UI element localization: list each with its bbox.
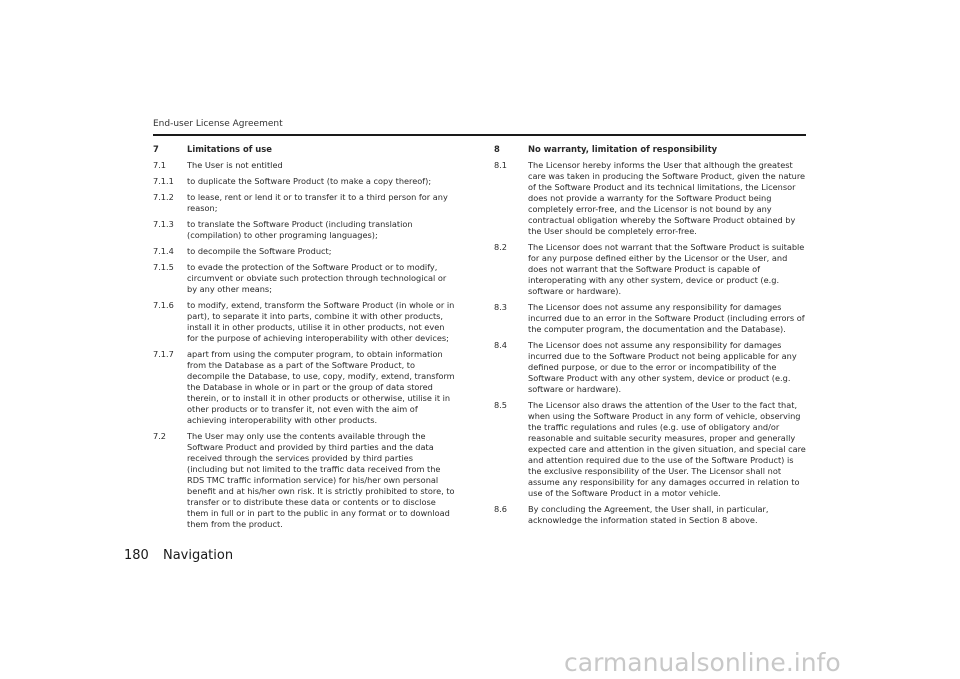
clause-number: 8.6 <box>494 504 508 514</box>
clause-text: By concluding the Agreement, the User shall, in particular, acknowledge the information stated in Section 8 above. <box>528 504 769 525</box>
clause-number: 7.2 <box>153 431 167 441</box>
clause-text: apart from using the computer program, to obtain information from the Database as a part of the Software Product, to decompile the Database, to use, copy, modify, extend, transform the Database in whole or in part or the group of data stored therein, or to install it in other products or otherwise, utilise it in other products or to transfer it, not even with the aim of achieving interoperability with other products. <box>187 349 455 425</box>
clause-7-1-5 <box>153 262 456 295</box>
clause-8-5 <box>494 400 807 499</box>
clause-number: 8.3 <box>494 302 508 312</box>
page-footer <box>124 548 233 563</box>
clause-7-1-7 <box>153 349 456 426</box>
clause-7-1-6 <box>153 300 456 344</box>
clause-number: 8.4 <box>494 340 508 350</box>
clause-text: The Licensor does not warrant that the Software Product is suitable for any purpose defined either by the Licensor or the User, and does not warrant that the Software Product is capable of interoperating with any other system, device or product (e.g. software or hardware). <box>528 242 805 296</box>
clause-text: The Licensor does not assume any responsibility for damages incurred due to an error in the Software Product (including errors of the computer program, the documentation and the Database). <box>528 302 805 334</box>
clause-text: The Licensor also draws the attention of the User to the fact that, when using the Software Product in any form of vehicle, observing the traffic regulations and rules (e.g. use of obligatory and/or reasonable and suitable security measures, proper and generally expected care and attention in the given situation, and special care and attention required due to the use of the Software Product) is the exclusive responsibility of the User. The Licensor shall not assume any responsibility for any damages occurred in relation to use of the Software Product in a motor vehicle. <box>528 400 806 498</box>
clause-8-2 <box>494 242 807 297</box>
clause-text: The User may only use the contents available through the Software Product and provided by third parties and the data received through the services provided by third parties (including but not limited to the traffic data received from the RDS TMC traffic information service) for his/her own personal benefit and at his/her own risk. It is strictly prohibited to store, to transfer or to distribute these data or contents or to disclose them in full or in part to the public in any format or to download them from the product. <box>187 431 455 529</box>
clause-7-1 <box>153 160 456 171</box>
clause-7-1-4 <box>153 246 456 257</box>
section-8-heading <box>494 144 807 155</box>
clause-8-6 <box>494 504 807 526</box>
section-number: 7 <box>153 144 159 154</box>
clause-7-2 <box>153 431 456 530</box>
page-number: 180 <box>124 548 149 563</box>
header-rule <box>153 134 806 136</box>
section-title: No warranty, limitation of responsibility <box>528 144 718 154</box>
section-7-heading <box>153 144 456 155</box>
clause-text: to lease, rent or lend it or to transfer it to a third person for any reason; <box>187 192 448 213</box>
clause-8-1 <box>494 160 807 237</box>
clause-text: to evade the protection of the Software Product or to modify, circumvent or obviate such protection through technological or by any other means; <box>187 262 447 294</box>
section-title: Limitations of use <box>187 144 272 154</box>
clause-text: The Licensor does not assume any responsibility for damages incurred due to the Software Product not being applicable for any defined purpose, or due to the error or incompatibility of the Software Product with any other system, device or product (e.g. software or hardware). <box>528 340 797 394</box>
clause-number: 8.1 <box>494 160 508 170</box>
watermark-text: carmanualsonline.info <box>564 648 841 677</box>
clause-text: to modify, extend, transform the Software Product (in whole or in part), to separate it into parts, combine it with other products, install it in other products, utilise it in other products, not even for the purpose of achieving interoperability with other devices; <box>187 300 455 343</box>
clause-text: to duplicate the Software Product (to make a copy thereof); <box>187 176 432 186</box>
clause-text: to decompile the Software Product; <box>187 246 332 256</box>
left-column <box>153 144 456 535</box>
clause-text: The Licensor hereby informs the User that although the greatest care was taken in producing the Software Product, given the nature of the Software Product and its technical limitations, the Licensor does not provide a warranty for the Software Product being completely error-free, and the Licensor is not bound by any contractual obligation whereby the Software Product obtained by the User should be completely error-free. <box>528 160 806 236</box>
clause-text: The User is not entitled <box>187 160 283 170</box>
clause-number: 7.1.7 <box>153 349 174 359</box>
section-name: Navigation <box>162 548 234 563</box>
section-number: 8 <box>494 144 500 154</box>
clause-number: 7.1.2 <box>153 192 174 202</box>
running-header: End-user License Agreement <box>153 119 283 129</box>
clause-7-1-3 <box>153 219 456 241</box>
clause-number: 8.5 <box>494 400 508 410</box>
clause-number: 7.1.3 <box>153 219 174 229</box>
clause-number: 8.2 <box>494 242 508 252</box>
clause-number: 7.1.4 <box>153 246 174 256</box>
clause-number: 7.1.6 <box>153 300 174 310</box>
clause-number: 7.1.5 <box>153 262 174 272</box>
clause-7-1-2 <box>153 192 456 214</box>
clause-text: to translate the Software Product (including translation (compilation) to other programing languages); <box>187 219 413 240</box>
clause-8-3 <box>494 302 807 335</box>
clause-8-4 <box>494 340 807 395</box>
clause-7-1-1 <box>153 176 456 187</box>
clause-number: 7.1.1 <box>153 176 174 186</box>
clause-number: 7.1 <box>153 160 167 170</box>
right-column <box>494 144 807 531</box>
